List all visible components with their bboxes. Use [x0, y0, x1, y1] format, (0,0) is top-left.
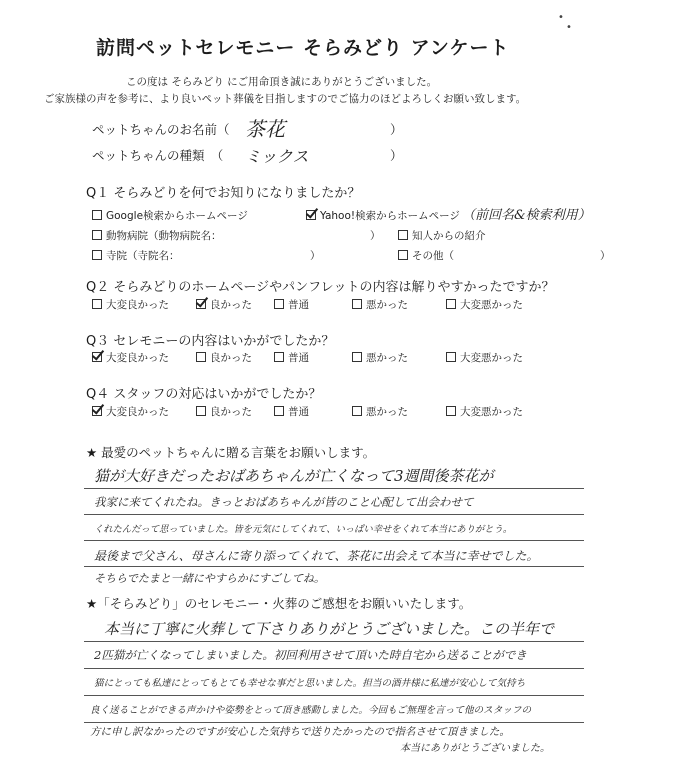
impression-section-label: ★「そらみどり」のセレモニー・火葬のご感想をお願いいたします。	[86, 596, 472, 611]
writing-line	[84, 668, 584, 669]
q1-option-temple-close: ）	[310, 250, 321, 262]
checkbox[interactable]	[274, 352, 284, 362]
checkbox-checked[interactable]	[306, 210, 316, 220]
option-label: 良かった	[210, 352, 252, 364]
option-label: Yahoo!検索からホームページ	[320, 210, 460, 222]
option-label: 大変良かった	[106, 299, 169, 311]
q3-option-good[interactable]	[196, 350, 252, 365]
q1-option-yahoo[interactable]	[306, 208, 460, 223]
page-title: 訪問ペットセレモニー そらみどり アンケート	[96, 37, 510, 59]
option-label: 寺院（寺院名：	[106, 250, 180, 262]
option-label: 大変悪かった	[460, 406, 523, 418]
option-label: 大変悪かった	[460, 299, 523, 311]
pet-type-value[interactable]: ミックス	[245, 147, 309, 166]
checkbox[interactable]	[352, 406, 362, 416]
writing-line	[84, 695, 584, 696]
q3-label: Q３ セレモニーの内容はいかがでしたか？	[86, 334, 335, 349]
impression-line-2[interactable]: 2匹猫が亡くなってしまいました。初回利用させて頂いた時自宅から送ることができ	[94, 648, 527, 662]
checkbox[interactable]	[446, 352, 456, 362]
checkbox-checked[interactable]	[92, 352, 102, 362]
impression-line-4[interactable]: 良く送ることができる声かけや姿勢をとって頂き感動しました。今回もご無理を言って他のスタッフの	[90, 705, 532, 716]
q4-option-good[interactable]	[196, 404, 252, 419]
q1-option-temple[interactable]	[92, 248, 180, 263]
q3-option-very-good[interactable]	[92, 350, 169, 365]
message-section-label: ★ 最愛のペットちゃんに贈る言葉をお願いします。	[86, 445, 376, 460]
q4-option-bad[interactable]	[352, 404, 408, 419]
q2-option-very-bad[interactable]	[446, 297, 523, 312]
option-label: Google検索からホームページ	[106, 210, 248, 222]
checkbox[interactable]	[92, 230, 102, 240]
writing-line	[84, 488, 584, 489]
option-label: 大変悪かった	[460, 352, 523, 364]
option-label: その他（	[412, 250, 454, 262]
intro-line-2: ご家族様の声を参考に、より良いペット葬儀を目指しますのでご協力のほどよろしくお願い致します。	[44, 93, 527, 105]
q1-option-google[interactable]	[92, 208, 248, 223]
q2-option-bad[interactable]	[352, 297, 408, 312]
q2-option-normal[interactable]	[274, 297, 309, 312]
q2-option-very-good[interactable]	[92, 297, 169, 312]
option-label: 大変良かった	[106, 406, 169, 418]
checkbox[interactable]	[92, 210, 102, 220]
pet-type-close: ）	[390, 148, 403, 163]
checkbox[interactable]	[196, 406, 206, 416]
checkbox[interactable]	[196, 352, 206, 362]
option-label: 悪かった	[366, 406, 408, 418]
q1-option-other-close: ）	[600, 250, 611, 262]
pet-type-label: ペットちゃんの種類 （	[92, 148, 224, 163]
q1-option-vet-close: ）	[370, 230, 381, 242]
writing-line	[84, 514, 584, 515]
checkbox[interactable]	[352, 352, 362, 362]
speck-mark: •	[558, 12, 564, 23]
option-label: 普通	[288, 406, 309, 418]
q1-option-friend[interactable]	[398, 228, 486, 243]
option-label: 普通	[288, 299, 309, 311]
q4-option-very-good[interactable]	[92, 404, 169, 419]
checkbox-checked[interactable]	[92, 406, 102, 416]
option-label: 悪かった	[366, 352, 408, 364]
speck-mark: •	[566, 22, 572, 33]
q1-yahoo-note: （前回名&検索利用）	[462, 208, 591, 223]
q3-option-bad[interactable]	[352, 350, 408, 365]
pet-name-close: ）	[390, 122, 403, 137]
writing-line	[84, 566, 584, 567]
checkbox[interactable]	[446, 406, 456, 416]
checkbox[interactable]	[274, 299, 284, 309]
option-label: 良かった	[210, 406, 252, 418]
q1-option-vet[interactable]	[92, 228, 222, 243]
checkbox[interactable]	[446, 299, 456, 309]
q3-option-normal[interactable]	[274, 350, 309, 365]
option-label: 良かった	[210, 299, 252, 311]
checkbox[interactable]	[92, 299, 102, 309]
checkbox-checked[interactable]	[196, 299, 206, 309]
option-label: 悪かった	[366, 299, 408, 311]
pet-name-label: ペットちゃんのお名前（	[92, 122, 230, 137]
q4-option-normal[interactable]	[274, 404, 309, 419]
impression-line-1[interactable]: 本当に丁寧に火葬して下さりありがとうございました。この半年で	[104, 620, 555, 638]
q1-option-other[interactable]	[398, 248, 454, 263]
checkbox[interactable]	[92, 250, 102, 260]
q1-label: Q１ そらみどりを何でお知りになりましたか？	[86, 186, 361, 201]
impression-line-6[interactable]: 本当にありがとうございました。	[400, 743, 550, 754]
checkbox[interactable]	[398, 250, 408, 260]
message-line-3[interactable]: くれたんだって思っていました。皆を元気にしてくれて、いっぱい幸せをくれて本当にありがとう。	[94, 524, 513, 535]
intro-line-1: この度は そらみどり にご用命頂き誠にありがとうございました。	[126, 76, 438, 88]
option-label: 普通	[288, 352, 309, 364]
writing-line	[84, 722, 584, 723]
option-label: 動物病院（動物病院名：	[106, 230, 222, 242]
message-line-5[interactable]: そちらでたまと一緒にやすらかにすごしてね。	[94, 572, 325, 585]
checkbox[interactable]	[352, 299, 362, 309]
checkbox[interactable]	[274, 406, 284, 416]
pet-name-value[interactable]: 茶花	[245, 117, 285, 141]
message-line-4[interactable]: 最後まで父さん、母さんに寄り添ってくれて、茶花に出会えて本当に幸せでした。	[94, 549, 539, 563]
writing-line	[84, 641, 584, 642]
q4-option-very-bad[interactable]	[446, 404, 523, 419]
q4-label: Q４ スタッフの対応はいかがでしたか？	[86, 387, 322, 402]
message-line-2[interactable]: 我家に来てくれたね。きっとおばあちゃんが皆のこと心配して出会わせて	[94, 495, 474, 509]
checkbox[interactable]	[398, 230, 408, 240]
option-label: 知人からの紹介	[412, 230, 486, 242]
writing-line	[84, 540, 584, 541]
impression-line-5[interactable]: 方に申し訳なかったのですが安心した気持ちで送りたかったので指名させて頂きました。	[90, 726, 510, 738]
q3-option-very-bad[interactable]	[446, 350, 523, 365]
impression-line-3[interactable]: 猫にとっても私達にとってもとても幸せな事だと思いました。担当の酒井様に私達が安心して気持ち	[94, 678, 526, 689]
message-line-1[interactable]: 猫が大好きだったおばあちゃんが亡くなって3週間後茶花が	[94, 467, 494, 485]
q2-label: Q２ そらみどりのホームページやパンフレットの内容は解りやすかったですか？	[86, 280, 555, 295]
option-label: 大変良かった	[106, 352, 169, 364]
q2-option-good[interactable]	[196, 297, 252, 312]
